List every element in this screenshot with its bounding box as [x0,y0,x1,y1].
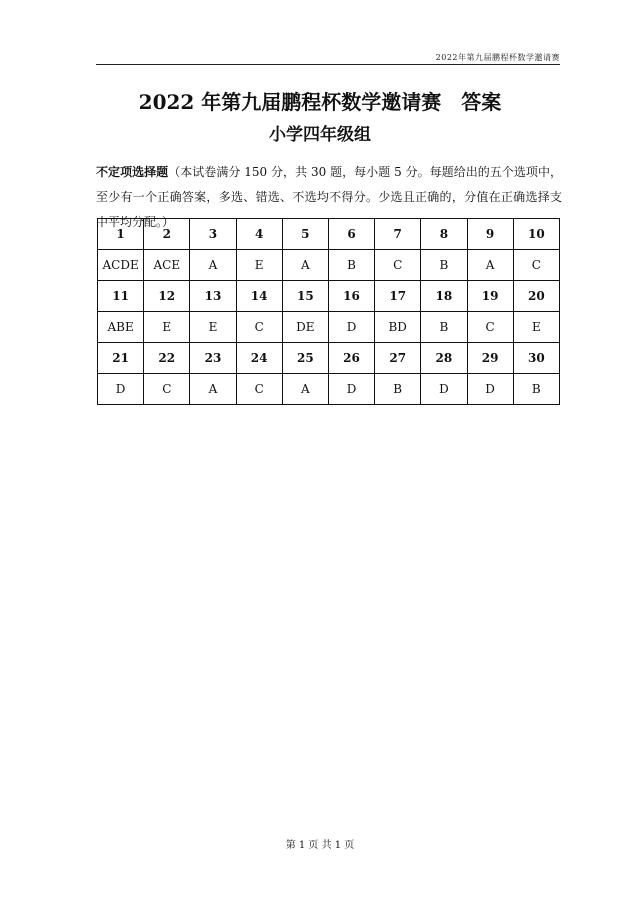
answer-cell: A [282,374,328,405]
answer-cell: B [421,312,467,343]
answer-cell: D [328,374,374,405]
document-title: 2022 年第九届鹏程杯数学邀请赛 答案 [138,90,502,114]
answer-cell: BD [375,312,421,343]
question-number-cell: 4 [236,219,282,250]
question-number-cell: 5 [282,219,328,250]
question-number-row [98,219,560,250]
question-number-cell: 29 [467,343,513,374]
instructions-text: （本试卷满分 150 分，共 30 题，每小题 5 分。每题给出的五个选项中，至少有一个正确答案，多选、错选、不选均不得分。少选且正确的，分值在正确选择支中平均分配。） [96,165,562,229]
question-number-cell: 24 [236,343,282,374]
answer-cell: D [421,374,467,405]
question-number-cell: 30 [513,343,559,374]
question-number-cell: 25 [282,343,328,374]
answer-cell: DE [282,312,328,343]
question-number-cell: 12 [144,281,190,312]
answer-cell: C [144,374,190,405]
running-header: 2022年第九届鹏程杯数学邀请赛 [435,53,560,62]
answer-row [98,312,560,343]
question-number-cell: 22 [144,343,190,374]
question-number-row [98,343,560,374]
question-number-cell: 3 [190,219,236,250]
question-number-cell: 23 [190,343,236,374]
question-number-cell: 10 [513,219,559,250]
question-number-cell: 18 [421,281,467,312]
answer-cell: A [190,374,236,405]
page-footer: 第 1 页 共 1 页 [285,840,355,851]
question-number-cell: 1 [98,219,144,250]
answer-cell: C [513,250,559,281]
answer-cell: ABE [98,312,144,343]
answer-cell: ACDE [98,250,144,281]
answer-row [98,374,560,405]
answer-cell: C [236,312,282,343]
answer-cell: D [328,312,374,343]
answer-cell: E [190,312,236,343]
answer-cell: E [236,250,282,281]
question-number-cell: 19 [467,281,513,312]
question-number-cell: 6 [328,219,374,250]
question-number-cell: 13 [190,281,236,312]
answer-cell: A [282,250,328,281]
question-number-cell: 28 [421,343,467,374]
question-number-row [98,281,560,312]
question-number-cell: 9 [467,219,513,250]
answer-cell: E [513,312,559,343]
answer-table [97,218,560,405]
answer-cell: E [144,312,190,343]
answer-cell: ACE [144,250,190,281]
answer-cell: A [190,250,236,281]
document-subtitle: 小学四年级组 [269,125,371,145]
answer-cell: D [467,374,513,405]
question-number-cell: 20 [513,281,559,312]
question-number-cell: 27 [375,343,421,374]
question-number-cell: 2 [144,219,190,250]
section-heading: 不定项选择题 [96,165,169,179]
header-divider [96,64,560,65]
answer-cell: C [236,374,282,405]
question-number-cell: 7 [375,219,421,250]
question-number-cell: 17 [375,281,421,312]
answer-cell: C [375,250,421,281]
answer-cell: B [421,250,467,281]
question-number-cell: 14 [236,281,282,312]
answer-cell: A [467,250,513,281]
answer-cell: D [98,374,144,405]
answer-cell: B [375,374,421,405]
question-number-cell: 21 [98,343,144,374]
question-number-cell: 16 [328,281,374,312]
question-number-cell: 15 [282,281,328,312]
answer-row [98,250,560,281]
question-number-cell: 11 [98,281,144,312]
answer-cell: C [467,312,513,343]
question-number-cell: 8 [421,219,467,250]
answer-cell: B [513,374,559,405]
question-number-cell: 26 [328,343,374,374]
answer-cell: B [328,250,374,281]
